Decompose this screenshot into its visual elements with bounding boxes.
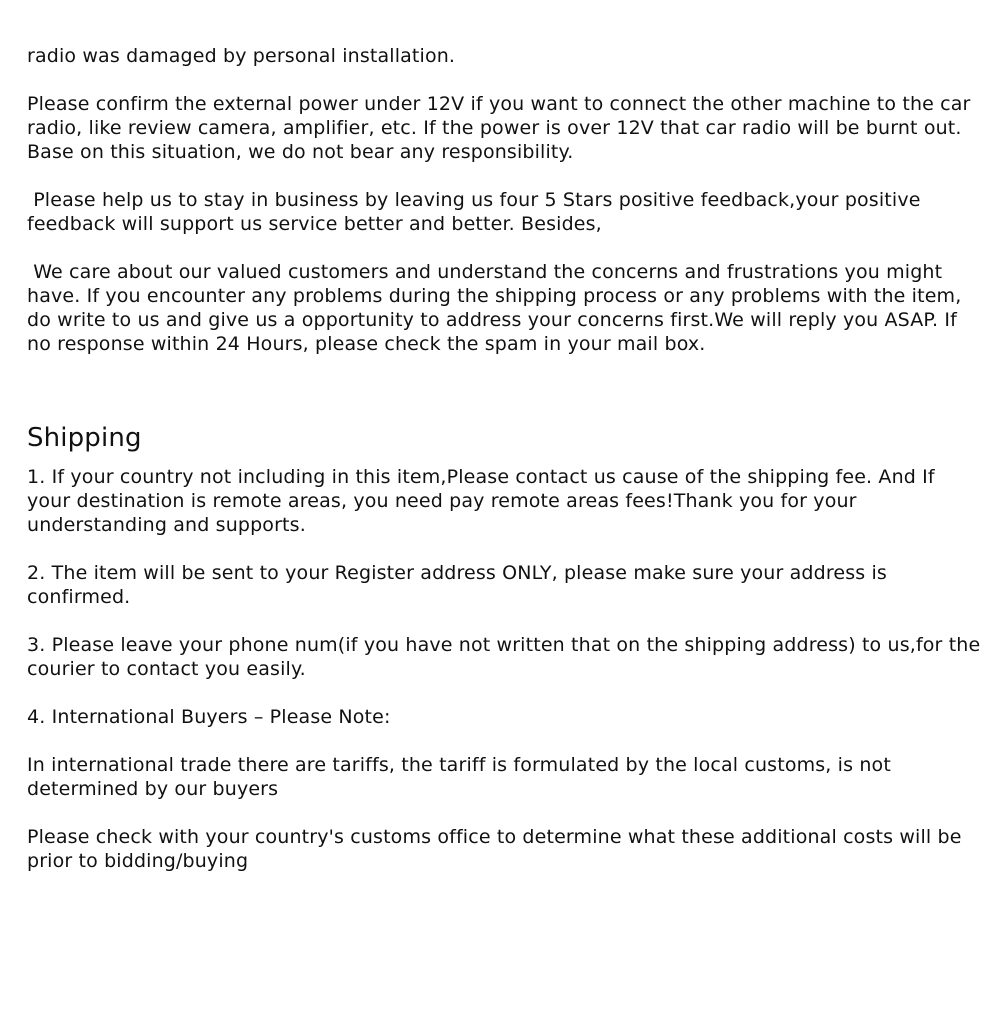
intro-paragraph-customer-care: We care about our valued customers and understand the concerns and frustrations you might have. If you encounter any problems during the shipping process or any problems with the item, do write to us and give us a opportunity to address your concerns first.We will reply you ASAP. If no response within 24 Hours, please check the spam in your mail box. xyxy=(27,261,968,355)
intro-paragraph-installation: radio was damaged by personal installation. xyxy=(27,45,456,67)
intro-paragraph-feedback: Please help us to stay in business by leaving us four 5 Stars positive feedback,your positive feedback will support us service better and better. Besides, xyxy=(27,189,927,235)
shipping-heading: Shipping xyxy=(27,423,142,453)
shipping-item-4: 4. International Buyers – Please Note: xyxy=(27,706,391,728)
shipping-item-2: 2. The item will be sent to your Register address ONLY, please make sure your address is confirmed. xyxy=(27,562,894,608)
intro-paragraph-power: Please confirm the external power under 12V if you want to connect the other machine to the car radio, like review camera, amplifier, etc. If the power is over 12V that car radio will be burnt out. Base on this situation, we do not bear any responsibility. xyxy=(27,93,977,163)
shipping-item-3: 3. Please leave your phone num(if you have not written that on the shipping address) to us,for the courier to contact you easily. xyxy=(27,634,987,680)
shipping-note-tariffs: In international trade there are tariffs, the tariff is formulated by the local customs, is not determined by our buyers xyxy=(27,754,898,800)
shipping-note-customs: Please check with your country's customs office to determine what these additional costs will be prior to bidding/buying xyxy=(27,826,968,872)
shipping-item-1: 1. If your country not including in this item,Please contact us cause of the shipping fee. And If your destination is remote areas, you need pay remote areas fees!Thank you for your understanding and supports. xyxy=(27,466,941,536)
policy-document xyxy=(27,44,987,873)
